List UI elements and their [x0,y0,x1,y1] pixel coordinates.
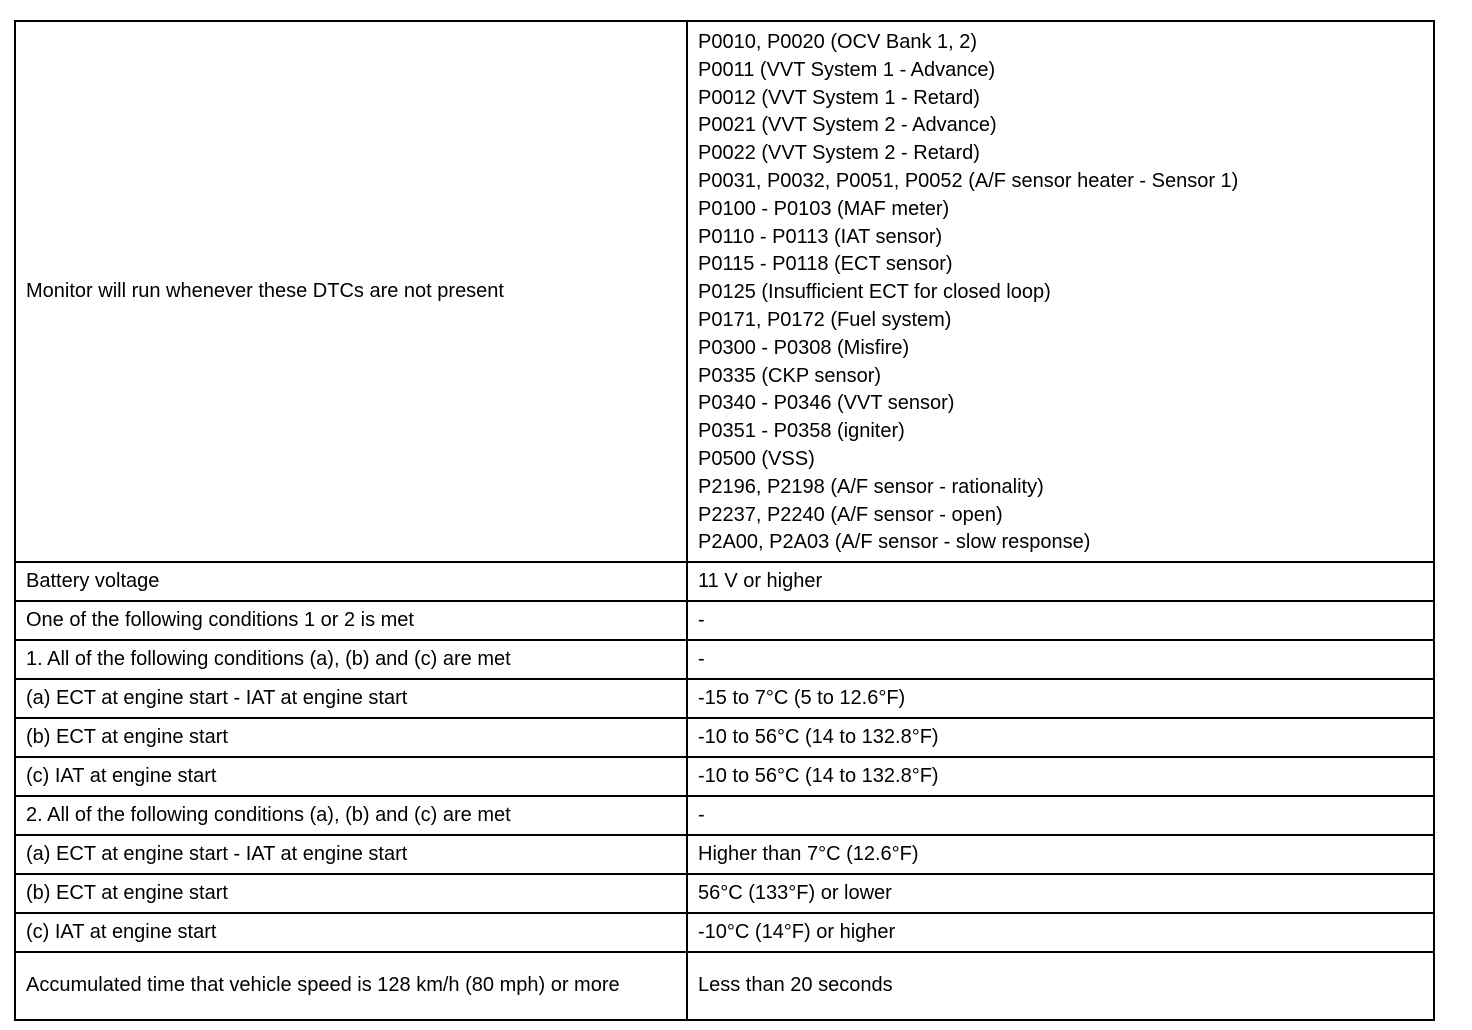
table-row [15,718,1434,757]
table-row [15,640,1434,679]
condition-value: Less than 20 seconds [687,952,1434,1020]
condition-label: (a) ECT at engine start - IAT at engine start [15,835,687,874]
condition-label: One of the following conditions 1 or 2 is met [15,601,687,640]
dtc-item: P0340 - P0346 (VVT sensor) [698,392,955,415]
condition-value: 56°C (133°F) or lower [687,874,1434,913]
table-row [15,913,1434,952]
condition-label: 2. All of the following conditions (a), (b) and (c) are met [15,796,687,835]
condition-value: - [687,640,1434,679]
dtc-item: P0335 (CKP sensor) [698,364,882,387]
dtc-item: P0031, P0032, P0051, P0052 (A/F sensor heater - Sensor 1) [698,169,1239,192]
dtc-item: P0300 - P0308 (Misfire) [698,336,910,359]
condition-label: 1. All of the following conditions (a), (b) and (c) are met [15,640,687,679]
dtc-item: P2A00, P2A03 (A/F sensor - slow response) [698,531,1091,554]
condition-label: (a) ECT at engine start - IAT at engine start [15,679,687,718]
condition-value: -15 to 7°C (5 to 12.6°F) [687,679,1434,718]
monitor-conditions-table [14,20,1435,1021]
condition-value: -10°C (14°F) or higher [687,913,1434,952]
dtc-list [687,21,1434,562]
condition-value: - [687,601,1434,640]
condition-label: Monitor will run whenever these DTCs are not present [15,21,687,562]
condition-value: - [687,796,1434,835]
table-row [15,562,1434,601]
dtc-item: P0100 - P0103 (MAF meter) [698,197,950,220]
table-row [15,757,1434,796]
dtc-item: P0125 (Insufficient ECT for closed loop) [698,281,1051,304]
dtc-item: P0022 (VVT System 2 - Retard) [698,142,980,165]
dtc-item: P0011 (VVT System 1 - Advance) [698,58,996,81]
condition-label: (c) IAT at engine start [15,913,687,952]
dtc-item: P2237, P2240 (A/F sensor - open) [698,503,1003,526]
condition-value: Higher than 7°C (12.6°F) [687,835,1434,874]
dtc-item: P2196, P2198 (A/F sensor - rationality) [698,475,1044,498]
dtc-item: P0110 - P0113 (IAT sensor) [698,225,943,248]
dtc-item: P0012 (VVT System 1 - Retard) [698,86,980,109]
dtc-item: P0500 (VSS) [698,447,815,470]
table-row [15,835,1434,874]
table-row [15,796,1434,835]
dtc-item: P0171, P0172 (Fuel system) [698,308,952,331]
condition-value: -10 to 56°C (14 to 132.8°F) [687,757,1434,796]
condition-label: (b) ECT at engine start [15,718,687,757]
condition-value: 11 V or higher [687,562,1434,601]
table-row [15,952,1434,1020]
dtc-item: P0351 - P0358 (igniter) [698,420,905,443]
dtc-item: P0021 (VVT System 2 - Advance) [698,114,997,137]
dtc-item: P0010, P0020 (OCV Bank 1, 2) [698,31,978,53]
condition-label: (c) IAT at engine start [15,757,687,796]
condition-label: (b) ECT at engine start [15,874,687,913]
table-row [15,601,1434,640]
table-row [15,679,1434,718]
condition-label: Battery voltage [15,562,687,601]
table-row-dtc-list [15,21,1434,562]
table-row [15,874,1434,913]
dtc-item: P0115 - P0118 (ECT sensor) [698,253,953,276]
condition-label: Accumulated time that vehicle speed is 128 km/h (80 mph) or more [15,952,687,1020]
condition-value: -10 to 56°C (14 to 132.8°F) [687,718,1434,757]
